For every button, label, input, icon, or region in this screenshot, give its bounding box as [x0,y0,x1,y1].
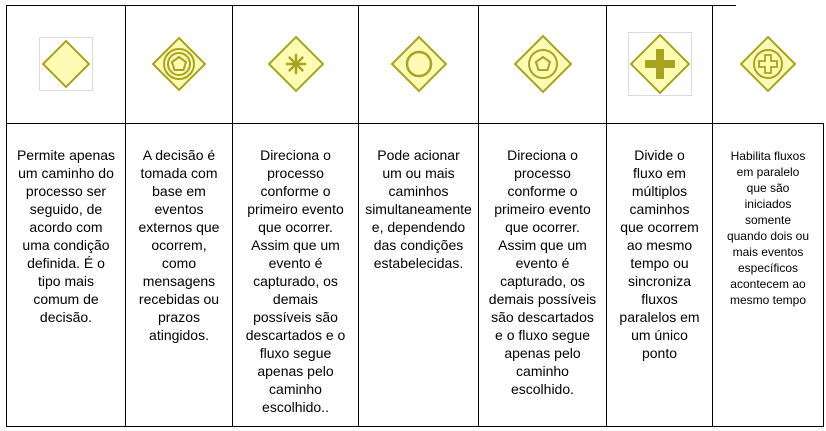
inclusive-gateway-icon [389,34,449,94]
gateway-description: A decisão é tomada com base em eventos externos que ocorrem, como mensagens recebidas ou prazos atingidos. [138,147,220,343]
gateway-icon-cell [7,5,125,123]
gateway-icon-cell [607,5,712,123]
event-based-gateway-icon [150,35,208,93]
gateway-description: Direciona o processo conforme o primeiro evento que ocorrer. Assim que um evento é capturado, os demais possíveis são descartados e o fluxo segue apenas pelo caminho escolhido. [488,147,597,397]
parallel-event-based-gateway-icon [738,34,798,94]
gateway-description-cell [233,124,358,426]
table-right-border [823,123,824,427]
complex-gateway-icon [266,34,326,94]
gateway-description: Divide o fluxo em múltiplos caminhos que ocorrem ao mesmo tempo ou sincroniza fluxos paralelos em um único ponto [619,147,700,361]
gateway-icon-cell [126,5,232,123]
gateway-description-cell [126,124,232,426]
gateway-description-cell [607,124,712,426]
table-bottom-border [6,426,824,427]
gateway-description: Pode acionar um ou mais caminhos simultaneamente e, dependendo das condições estabelecidas. [365,147,472,271]
gateway-description-cell [713,124,823,426]
gateway-description-cell [359,124,478,426]
gateway-icon-cell [359,5,478,123]
gateway-description-cell [7,124,125,426]
parallel-gateway-icon [628,32,692,96]
exclusive-event-based-gateway-icon [512,33,574,95]
exclusive-gateway-icon [39,37,93,91]
gateway-icon-cell [233,5,358,123]
gateway-description: Permite apenas um caminho do processo ser seguido, de acordo com uma condição definida. É o tipo mais comum de decisão. [16,147,116,325]
gateway-description-cell [479,124,606,426]
gateway-description: Direciona o processo conforme o primeiro evento que ocorrer. Assim que um evento é capturado, os demais possíveis são descartados e o fluxo segue apenas pelo caminho escolhido.. [245,147,346,415]
gateway-description: Habilita fluxos em paralelo que são iniciados somente quando dois ou mais eventos específicos acontecem ao mesmo tempo [726,149,810,307]
gateway-icon-cell [479,5,606,123]
gateway-icon-cell [713,5,823,123]
